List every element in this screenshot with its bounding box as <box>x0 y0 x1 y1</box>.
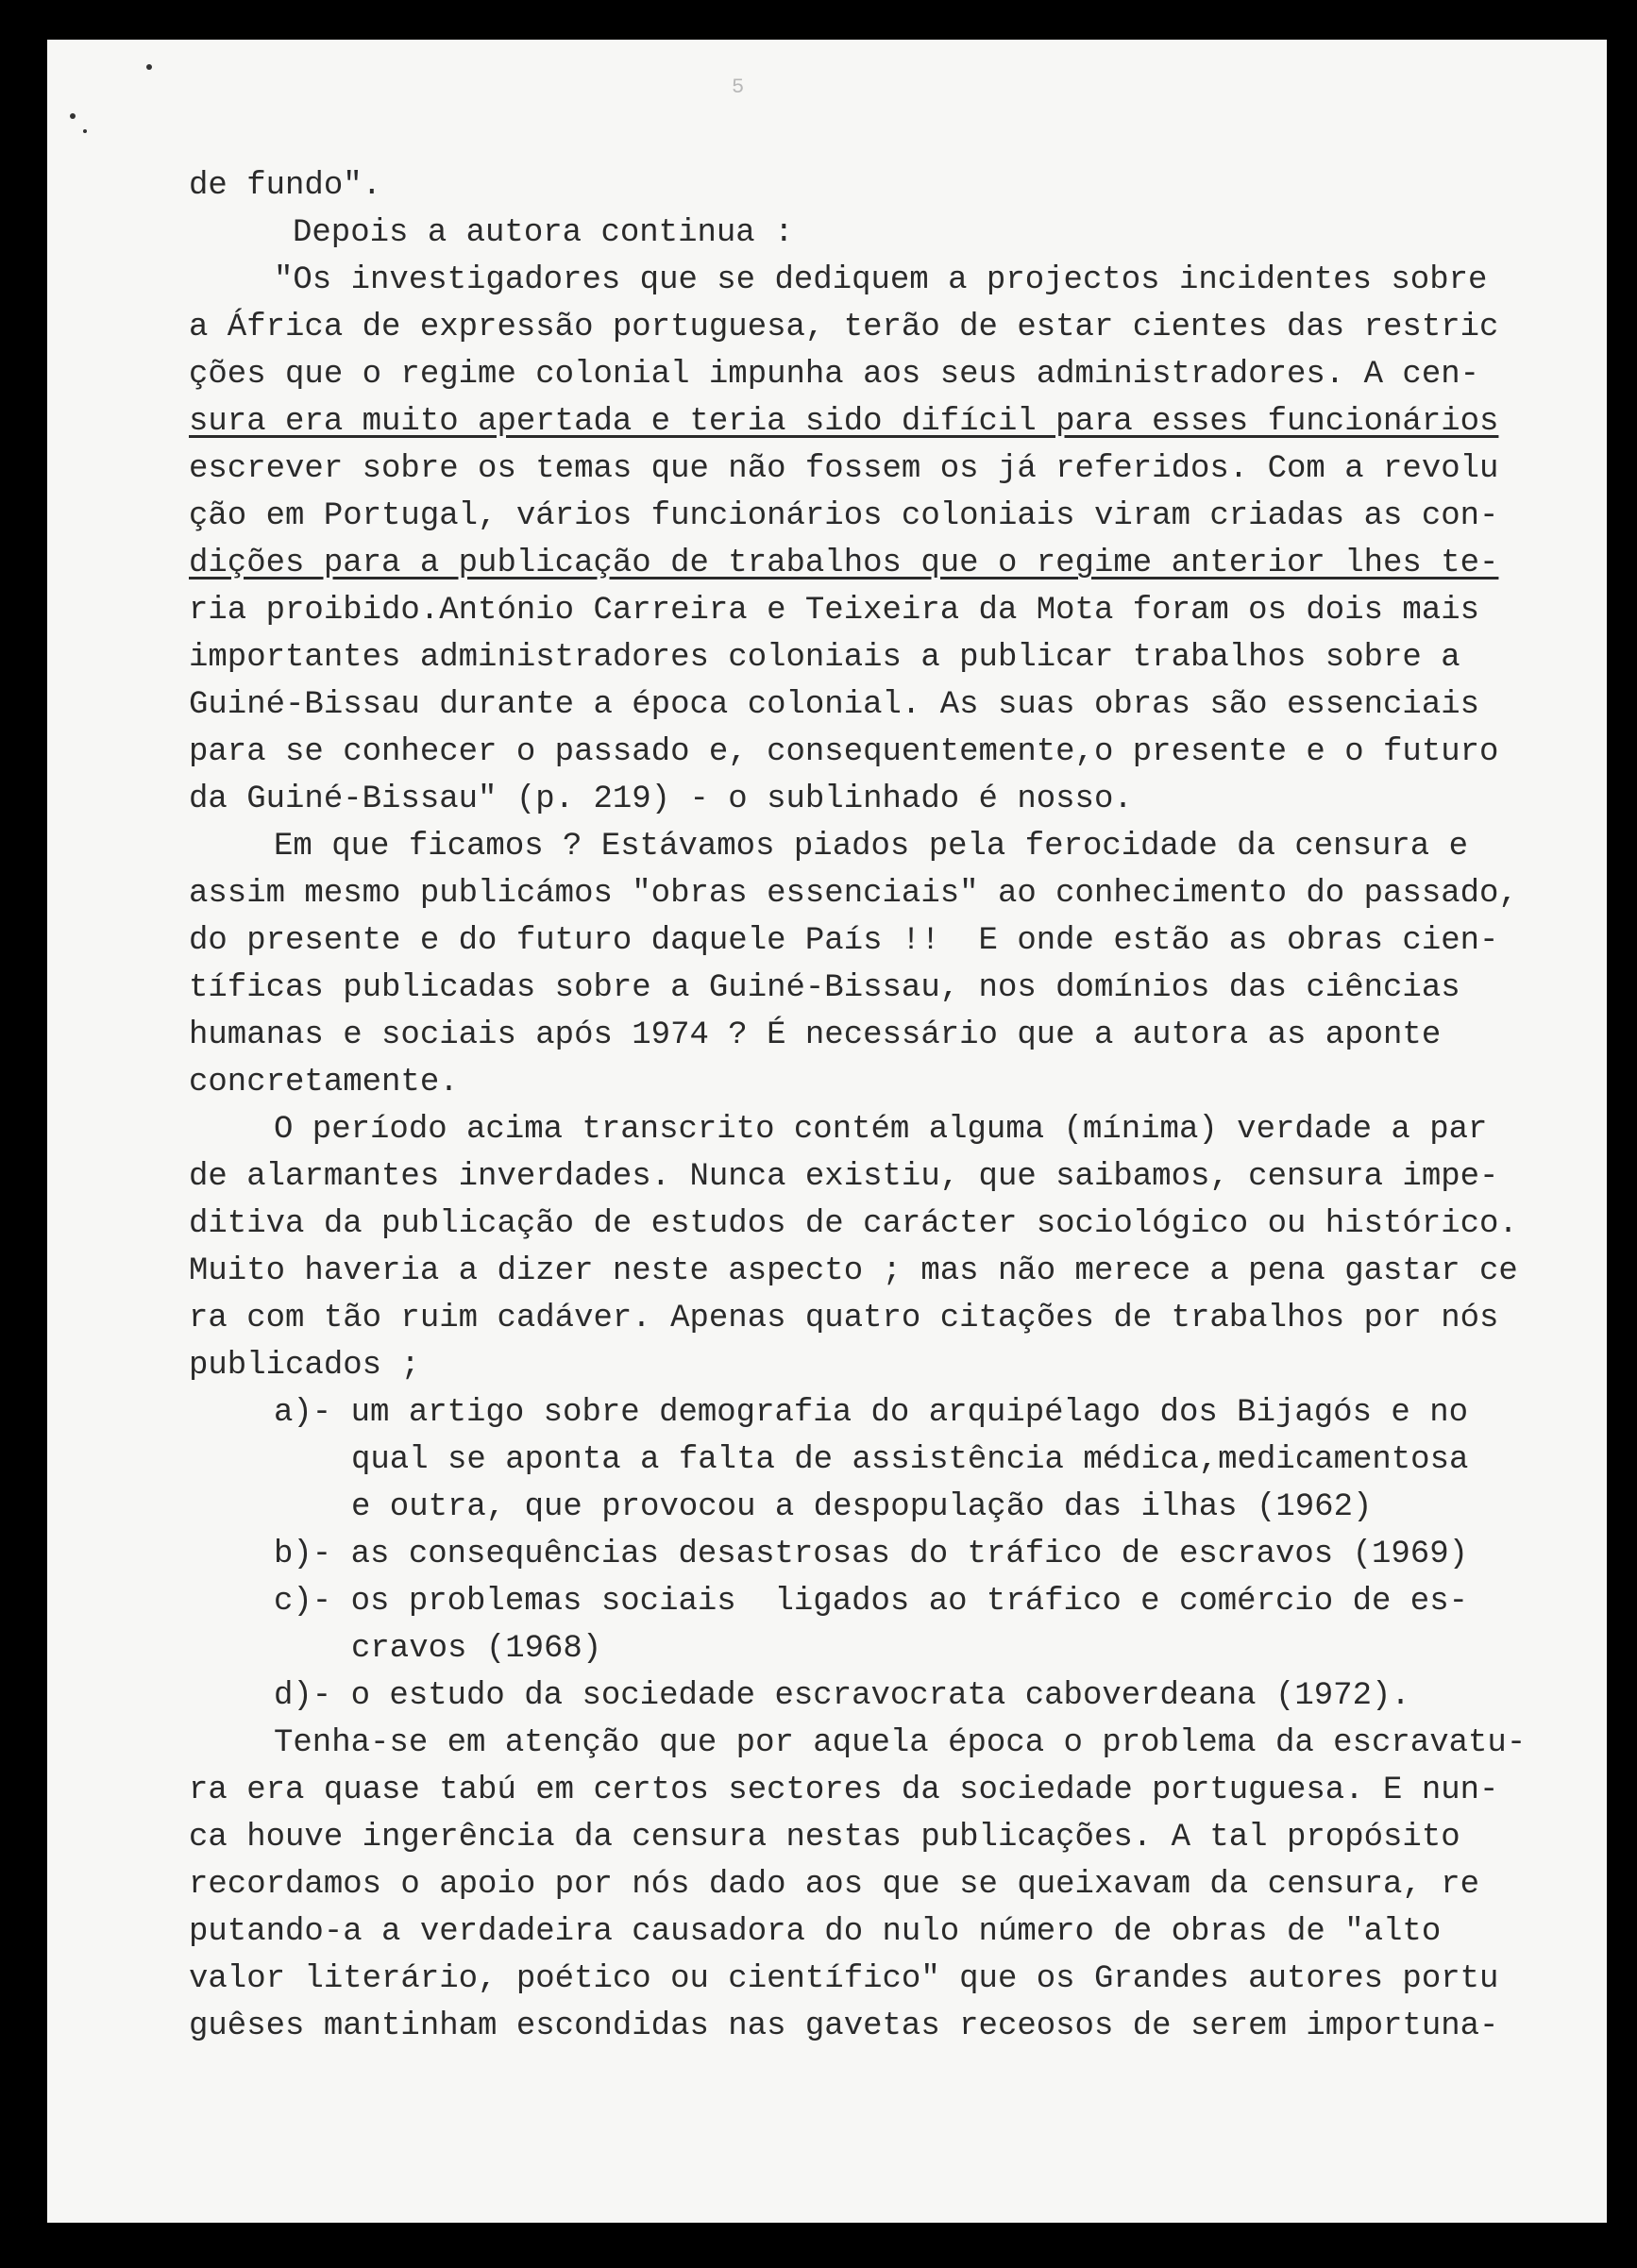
text-line: concretamente. <box>189 1065 459 1100</box>
text-line: b)- as consequências desastrosas do tráfico de escravos (1969) <box>274 1537 1469 1572</box>
text-line: Depois a autora continua : <box>293 215 794 251</box>
text-line: humanas e sociais após 1974 ? É necessário que a autora as aponte <box>189 1017 1442 1053</box>
text-line: importantes administradores coloniais a publicar trabalhos sobre a <box>189 640 1460 676</box>
text-line: Em que ficamos ? Estávamos piados pela ferocidade da censura e <box>274 829 1469 865</box>
text-line: a África de expressão portuguesa, terão de estar cientes das restric <box>189 310 1499 345</box>
ink-speck <box>146 64 152 70</box>
text-line: para se conhecer o passado e, consequentemente,o presente e o futuro <box>189 734 1499 770</box>
text-line: "Os investigadores que se dediquem a projectos incidentes sobre <box>274 262 1488 298</box>
text-line: de fundo". <box>189 168 382 204</box>
text-line: Tenha-se em atenção que por aquela época o problema da escravatu- <box>274 1725 1527 1761</box>
text-line: recordamos o apoio por nós dado aos que se queixavam da censura, re <box>189 1867 1480 1903</box>
text-line: assim mesmo publicámos "obras essenciais" ao conhecimento do passado, <box>189 876 1518 912</box>
document-page <box>47 40 1607 2223</box>
text-line: Muito haveria a dizer neste aspecto ; mas não merece a pena gastar ce <box>189 1253 1518 1289</box>
text-line: sura era muito apertada e teria sido difícil para esses funcionários <box>189 404 1499 440</box>
text-line: putando-a a verdadeira causadora do nulo número de obras de "alto <box>189 1914 1442 1950</box>
text-line: escrever sobre os temas que não fossem os já referidos. Com a revolu <box>189 451 1499 487</box>
text-line: a)- um artigo sobre demografia do arquipélago dos Bijagós e no <box>274 1395 1469 1431</box>
text-line: ção em Portugal, vários funcionários coloniais viram criadas as con- <box>189 498 1499 534</box>
text-line: qual se aponta a falta de assistência médica,medicamentosa <box>351 1442 1469 1478</box>
text-line: e outra, que provocou a despopulação das ilhas (1962) <box>351 1489 1373 1525</box>
ink-speck <box>70 113 76 119</box>
typed-body-text <box>189 162 1539 2050</box>
page-number: 5 <box>732 76 745 99</box>
text-line: Guiné-Bissau durante a época colonial. As suas obras são essenciais <box>189 687 1480 723</box>
text-line: ria proibido.António Carreira e Teixeira da Mota foram os dois mais <box>189 593 1480 629</box>
text-line: ditiva da publicação de estudos de carácter sociológico ou histórico. <box>189 1206 1518 1242</box>
text-line: da Guiné-Bissau" (p. 219) - o sublinhado é nosso. <box>189 781 1133 817</box>
text-line: ca houve ingerência da censura nestas publicações. A tal propósito <box>189 1820 1460 1856</box>
text-line: valor literário, poético ou científico" que os Grandes autores portu <box>189 1961 1499 1997</box>
text-line: ções que o regime colonial impunha aos seus administradores. A cen- <box>189 357 1480 393</box>
text-line: dições para a publicação de trabalhos que o regime anterior lhes te- <box>189 546 1499 581</box>
ink-speck <box>83 129 87 133</box>
text-line: publicados ; <box>189 1348 420 1384</box>
text-line: cravos (1968) <box>351 1631 602 1667</box>
text-line: do presente e do futuro daquele País !! E onde estão as obras cien- <box>189 923 1499 959</box>
text-line: c)- os problemas sociais ligados ao tráfico e comércio de es- <box>274 1584 1469 1620</box>
text-line: de alarmantes inverdades. Nunca existiu, que saibamos, censura impe- <box>189 1159 1499 1195</box>
text-line: d)- o estudo da sociedade escravocrata caboverdeana (1972). <box>274 1678 1410 1714</box>
text-line: guêses mantinham escondidas nas gavetas receosos de serem importuna- <box>189 2008 1499 2044</box>
text-line: ra com tão ruim cadáver. Apenas quatro citações de trabalhos por nós <box>189 1301 1499 1336</box>
text-line: O período acima transcrito contém alguma (mínima) verdade a par <box>274 1112 1488 1148</box>
text-line: tíficas publicadas sobre a Guiné-Bissau, nos domínios das ciências <box>189 970 1460 1006</box>
text-line: ra era quase tabú em certos sectores da sociedade portuguesa. E nun- <box>189 1772 1499 1808</box>
